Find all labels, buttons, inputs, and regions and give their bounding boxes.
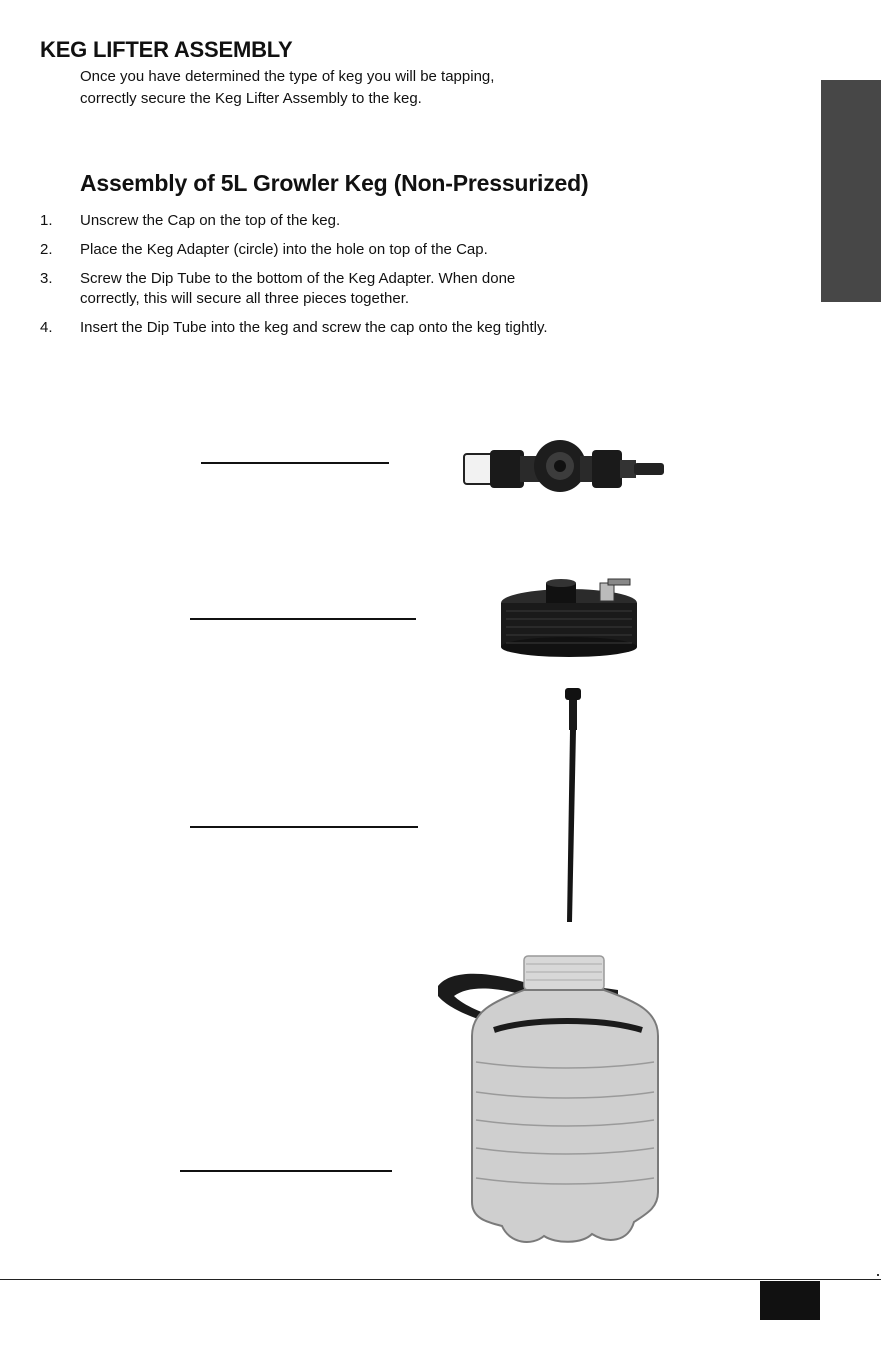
keg-label-line: [180, 1170, 392, 1172]
step-text: Insert the Dip Tube into the keg and screw the cap onto the keg tightly.: [80, 319, 548, 336]
cap-label-line: [190, 618, 416, 620]
step-item: [40, 240, 660, 260]
intro-line-2: correctly secure the Keg Lifter Assembly to the keg.: [80, 90, 422, 107]
dip-tube-icon: [560, 686, 590, 928]
step-number: 3.: [40, 270, 53, 287]
step-text: Unscrew the Cap on the top of the keg.: [80, 212, 341, 229]
intro-line-1: Once you have determined the type of keg you will be tapping,: [80, 68, 495, 85]
step-item: [40, 269, 660, 309]
page-number-box: [760, 1281, 820, 1320]
step-text: Place the Keg Adapter (circle) into the hole on top of the Cap.: [80, 241, 488, 258]
keg-adapter-label-line: [201, 462, 389, 464]
intro-text: [80, 66, 640, 110]
step-text-line-1: Screw the Dip Tube to the bottom of the Keg Adapter. When done: [80, 270, 516, 287]
step-text-line-2: correctly, this will secure all three pieces together.: [80, 290, 410, 307]
assembly-steps: [40, 211, 660, 347]
keg-adapter-icon: [462, 436, 668, 500]
page-corner-mark: [877, 1274, 879, 1276]
step-number: 4.: [40, 319, 53, 336]
step-item: [40, 318, 660, 338]
section-side-tab: [821, 80, 881, 302]
keg-cap-icon: [496, 577, 642, 659]
dip-tube-label-line: [190, 826, 418, 828]
step-item: [40, 211, 660, 231]
step-number: 1.: [40, 212, 53, 229]
footer-divider: [0, 1279, 881, 1280]
page-title: KEG LIFTER ASSEMBLY: [40, 37, 293, 62]
step-number: 2.: [40, 241, 53, 258]
section-title: Assembly of 5L Growler Keg (Non-Pressurized): [80, 170, 589, 196]
growler-keg-icon: [432, 952, 664, 1248]
